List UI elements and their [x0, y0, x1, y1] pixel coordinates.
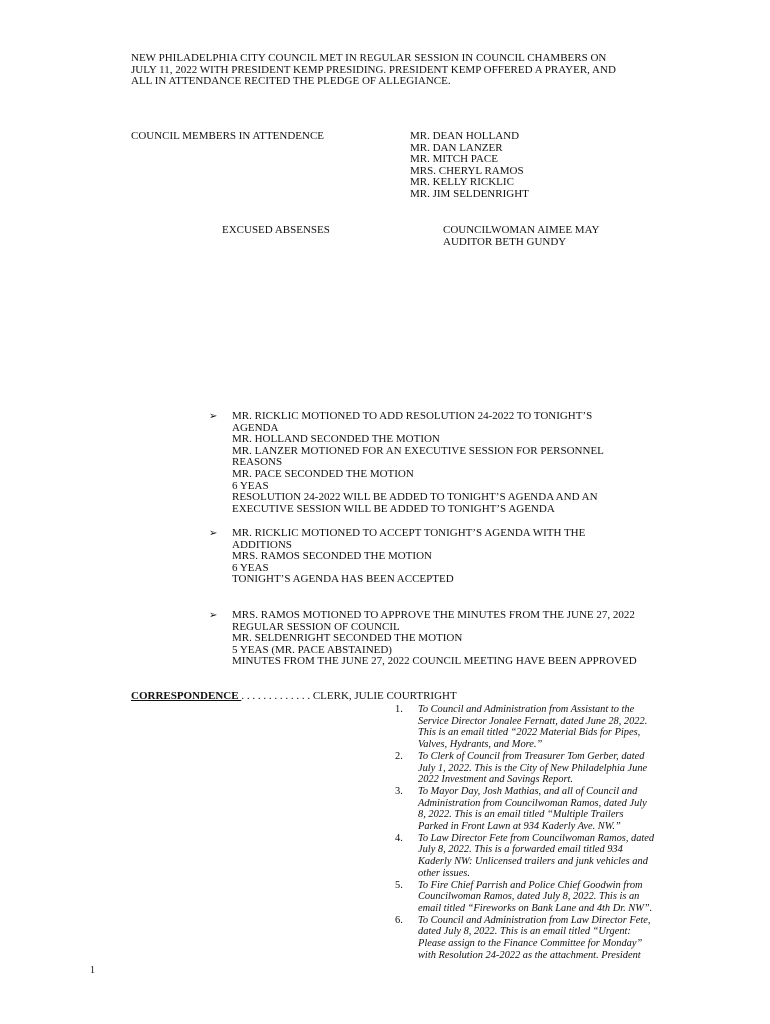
item-line: To Law Director Fete from Councilwoman Ramos, dated	[418, 832, 655, 844]
motion-line: MR. LANZER MOTIONED FOR AN EXECUTIVE SESSION FOR PERSONNEL	[232, 444, 604, 457]
motion-line: MINUTES FROM THE JUNE 27, 2022 COUNCIL MEETING HAVE BEEN APPROVED	[232, 655, 637, 668]
member-name: MR. KELLY RICKLIC	[410, 176, 514, 189]
item-line: Service Director Jonalee Fernatt, dated June 28, 2022.	[418, 715, 648, 727]
item-number: 4.	[395, 832, 403, 844]
item-line: To Fire Chief Parrish and Police Chief Goodwin from	[418, 879, 643, 891]
motion-line: REGULAR SESSION OF COUNCIL	[232, 620, 400, 633]
member-name: MR. DEAN HOLLAND	[410, 130, 520, 142]
correspondence-item	[389, 704, 709, 751]
correspondence-list	[389, 704, 709, 961]
motion-line: ADDITIONS	[232, 538, 292, 551]
item-line: Valves, Hydrants, and More.”	[418, 739, 543, 751]
motion-line: MR. RICKLIC MOTIONED TO ADD RESOLUTION 24-2022 TO TONIGHT’S	[232, 410, 593, 422]
motion-line: AGENDA	[232, 421, 279, 434]
intro-line: ALL IN ATTENDANCE RECITED THE PLEDGE OF ALLEGIANCE.	[131, 75, 451, 88]
motion-line: RESOLUTION 24-2022 WILL BE ADDED TO TONIGHT’S AGENDA AND AN	[232, 491, 598, 504]
motion-line: TONIGHT’S AGENDA HAS BEEN ACCEPTED	[232, 573, 454, 586]
item-line: Councilwoman Ramos, dated July 8, 2022. This is an	[418, 891, 640, 903]
arrow-bullet-icon: ➢	[209, 528, 218, 539]
item-line: Administration from Councilwoman Ramos, dated July	[418, 797, 647, 809]
motion-line: EXECUTIVE SESSION WILL BE ADDED TO TONIGHT’S AGENDA	[232, 502, 555, 515]
member-name: MR. MITCH PACE	[410, 153, 498, 166]
item-number: 3.	[395, 785, 403, 797]
item-line: To Council and Administration from Law Director Fete,	[418, 914, 651, 926]
item-line: 2022 Investment and Savings Report.	[418, 774, 573, 786]
item-line: To Mayor Day, Josh Mathias, and all of Council and	[418, 785, 638, 797]
motion-line: MRS. RAMOS MOTIONED TO APPROVE THE MINUTES FROM THE JUNE 27, 2022	[232, 609, 635, 621]
excused-label: EXCUSED ABSENSES	[222, 224, 330, 236]
item-line: other issues.	[418, 867, 470, 879]
motion-line: MR. HOLLAND SECONDED THE MOTION	[232, 433, 440, 446]
member-name: MR. JIM SELDENRIGHT	[410, 187, 529, 200]
excused-name: COUNCILWOMAN AIMEE MAY	[443, 224, 600, 236]
motion-line: 6 YEAS	[232, 561, 269, 574]
motion-line: 5 YEAS (MR. PACE ABSTAINED)	[232, 643, 392, 656]
item-line: 8, 2022. This is an email titled “Multiple Trailers	[418, 809, 624, 821]
item-line: Please assign to the Finance Committee for Monday”	[418, 938, 643, 950]
attendance-members	[410, 131, 529, 201]
correspondence-title: CORRESPONDENCE	[131, 690, 242, 702]
item-number: 5.	[395, 879, 403, 891]
intro-paragraph	[131, 53, 721, 88]
attendance-label: COUNCIL MEMBERS IN ATTENDENCE	[131, 130, 325, 142]
motion-line: REASONS	[232, 456, 283, 469]
correspondence-item	[389, 786, 709, 833]
item-line: Parked in Front Lawn at 934 Kaderly Ave. NW.”	[418, 821, 621, 833]
item-line: To Council and Administration from Assistant to the	[418, 704, 635, 715]
excused-names	[443, 225, 599, 248]
member-name: MRS. CHERYL RAMOS	[410, 164, 524, 177]
item-line: To Clerk of Council from Treasurer Tom Gerber, dated	[418, 750, 645, 762]
arrow-bullet-icon: ➢	[209, 411, 218, 422]
correspondence-item	[389, 915, 709, 962]
correspondence-item	[389, 751, 709, 786]
item-number: 2.	[395, 750, 403, 762]
item-line: dated July 8, 2022. This is an email titled “Urgent:	[418, 926, 631, 938]
correspondence-item	[389, 833, 709, 880]
item-line: email titled “Fireworks on Bank Lane and 4th Dr. NW”.	[418, 902, 653, 914]
motion-line: MR. RICKLIC MOTIONED TO ACCEPT TONIGHT’S AGENDA WITH THE	[232, 527, 586, 539]
intro-line: JULY 11, 2022 WITH PRESIDENT KEMP PRESIDING. PRESIDENT KEMP OFFERED A PRAYER, AND	[131, 63, 616, 76]
dot-leader: . . . . . . . . . . . . .	[241, 690, 313, 702]
member-name: MR. DAN LANZER	[410, 141, 503, 154]
intro-line: NEW PHILADELPHIA CITY COUNCIL MET IN REGULAR SESSION IN COUNCIL CHAMBERS ON	[131, 52, 607, 64]
motion-line: MRS. RAMOS SECONDED THE MOTION	[232, 550, 432, 563]
motion-line: 6 YEAS	[232, 479, 269, 492]
excused-name: AUDITOR BETH GUNDY	[443, 235, 567, 248]
clerk-name: CLERK, JULIE COURTRIGHT	[312, 690, 457, 702]
item-line: with Resolution 24-2022 as the attachment. President	[418, 949, 641, 961]
item-number: 1.	[395, 704, 403, 715]
item-line: This is an email titled “2022 Material Bids for Pipes,	[418, 727, 641, 739]
item-line: Kaderly NW: Unlicensed trailers and junk vehicles and	[418, 856, 648, 868]
item-line: July 8, 2022. This is a forwarded email titled 934	[418, 844, 623, 856]
item-number: 6.	[395, 914, 403, 926]
motion-line: MR. PACE SECONDED THE MOTION	[232, 467, 414, 480]
correspondence-item	[389, 880, 709, 915]
item-line: July 1, 2022. This is the City of New Philadelphia June	[418, 762, 648, 774]
page-number: 1	[90, 965, 95, 976]
motion-line: MR. SELDENRIGHT SECONDED THE MOTION	[232, 632, 463, 645]
arrow-bullet-icon: ➢	[209, 610, 218, 621]
correspondence-heading	[131, 691, 457, 703]
